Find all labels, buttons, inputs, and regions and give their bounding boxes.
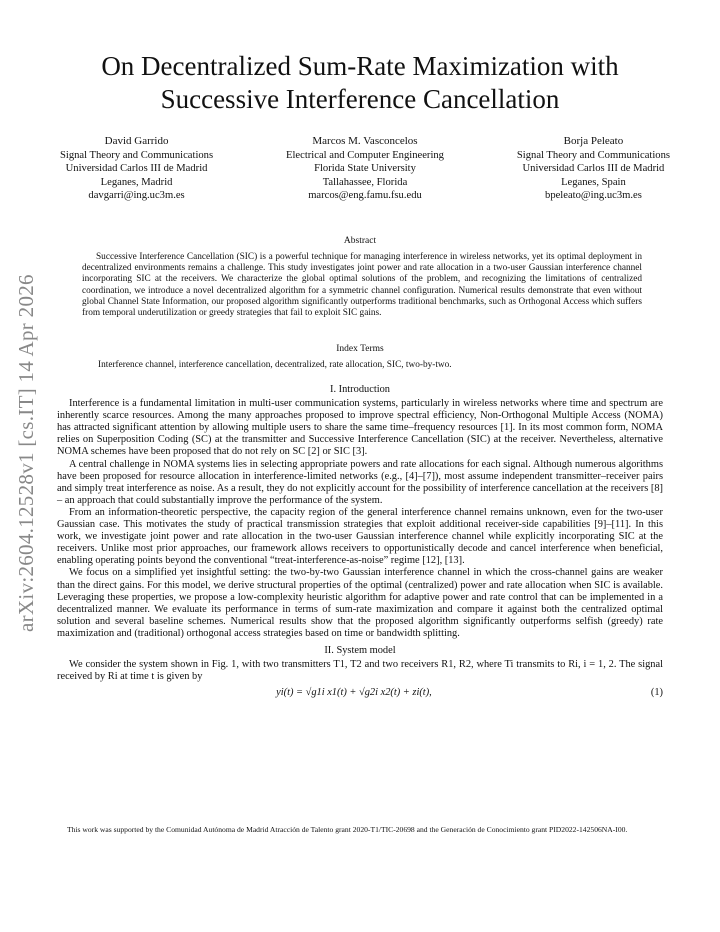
abstract-text: Successive Interference Cancellation (SIC) is a powerful technique for managing interference in wireless networks, yet its optimal deployment in decentralized environments remains a challenge. This study investigates joint power and rate allocation in a two-user Gaussian interference channel incorporating SIC at the receivers. We characterize the global optimal solutions of the problem, and recognizing the limitations of centralized coordination, we introduce a novel decentralized algorithm for a symmetric channel configuration. Numerical results demonstrate that even without global Channel State Information, our proposed algorithm significantly outperforms traditional benchmarks, such as Orthogonal Access which suffers from temporal underutilization or greedy strategies that fail to exploit SIC gains. <box>82 252 642 319</box>
paragraph: We consider the system shown in Fig. 1, with two transmitters T1, T2 and two receivers R1, R2, where Ti transmits to Ri, i = 1, 2. The signal received by Ri at time t is given by <box>57 659 663 683</box>
paragraph: From an information-theoretic perspective, the capacity region of the general interference channel remains unknown, even for the two-user Gaussian case. This motivates the study of practical transmission strategies that exploit additional receiver-side capabilities [9]–[11]. In this work, we investigate joint power and rate allocation in the two-user Gaussian interference channel while explicitly incorporating SIC at the receivers. Unlike most prior approaches, our framework allows receivers to opportunistically decode and cancel interference when beneficial, enabling operating points beyond the conventional “treat-interference-as-noise” regime [12], [13]. <box>57 506 663 567</box>
author-institution: Universidad Carlos III de Madrid <box>65 163 208 175</box>
author-department: Signal Theory and Communications <box>516 150 670 162</box>
author-1 <box>60 135 213 202</box>
equation-body: yi(t) = √g1i x1(t) + √g2i x2(t) + zi(t), <box>276 687 432 699</box>
index-terms-heading: Index Terms <box>336 344 384 354</box>
author-location: Leganes, Spain <box>561 176 626 188</box>
funding-footnote: This work was supported by the Comunidad Autónoma de Madrid Atracción de Talento grant 2020-T1/TIC-20698 and the Generación de Conocimiento grant PID2022-142506NA-I00. <box>67 825 628 834</box>
paragraph: We focus on a simplified yet insightful setting: the two-by-two Gaussian interference channel in which the cross-channel gains are weaker than the direct gains. For this model, we derive structural properties of the optimal (centralized) power and rate allocation when SIC is available. Leveraging these properties, we propose a low-complexity heuristic algorithm for adaptive power and rate control that can be implemented in a decentralized manner. We evaluate its performance in terms of sum-rate maximization and compare it against both the centralized optimal solution and several baseline schemes. Numerical results show that the proposed algorithm significantly outperforms selfish (greedy) rate maximization and (traditional) orthogonal access strategies based on time or bandwidth splitting. <box>57 567 663 639</box>
title-line-1: On Decentralized Sum-Rate Maximization with <box>101 51 619 81</box>
author-name: Marcos M. Vasconcelos <box>312 135 418 147</box>
paper-title <box>0 50 720 116</box>
section-heading-introduction: I. Introduction <box>329 384 391 395</box>
abstract-heading: Abstract <box>343 236 377 246</box>
author-block <box>60 135 670 202</box>
author-location: Leganes, Madrid <box>100 176 173 188</box>
section-heading-system-model: II. System model <box>324 644 396 656</box>
author-name: Borja Peleato <box>563 135 624 147</box>
paragraph: A central challenge in NOMA systems lies in selecting appropriate powers and rate allocations for each signal. Although numerous algorithms have been proposed for resource allocation in interference-limited networks (e.g., [4]–[7]), most assume independent transmitter–receiver pairs and simply treat interference as noise. As a result, they do not explicitly account for the possibility of interference cancellation at the receivers [8] – an approach that could substantially improve the performance of the system. <box>57 458 663 506</box>
author-institution: Universidad Carlos III de Madrid <box>522 163 665 175</box>
author-email[interactable]: davgarri@ing.uc3m.es <box>88 189 185 201</box>
author-3 <box>517 135 670 202</box>
main-body <box>57 384 663 705</box>
author-email[interactable]: marcos@eng.famu.fsu.edu <box>308 189 422 201</box>
author-department: Electrical and Computer Engineering <box>286 150 444 162</box>
author-department: Signal Theory and Communications <box>60 150 214 162</box>
title-line-2: Successive Interference Cancellation <box>160 84 560 114</box>
equation-1 <box>57 687 663 699</box>
index-terms: Interference channel, interference cancellation, decentralized, rate allocation, SIC, two-by-two. <box>98 360 452 370</box>
paragraph: Interference is a fundamental limitation in multi-user communication systems, particularly in wireless networks where time and spectrum are inherently scarce resources. Among the many approaches proposed to improve spectral efficiency, Non-Orthogonal Multiple Access (NOMA) has attracted significant attention by allowing multiple users to share the same time–frequency resources [1]. In its most common form, NOMA relies on Superposition Coding (SC) at the transmitter and Successive Interference Cancellation (SIC) at the receiver. Nevertheless, alternative NOMA schemes have been proposed that do not rely on SC [2] or SIC [3]. <box>57 398 663 458</box>
equation-number: (1) <box>650 687 663 699</box>
author-location: Tallahassee, Florida <box>322 176 408 188</box>
author-name: David Garrido <box>104 135 169 147</box>
arxiv-identifier: arXiv:2604.12528v1 [cs.IT] 14 Apr 2026 <box>14 274 38 632</box>
author-institution: Florida State University <box>314 163 416 175</box>
author-email[interactable]: bpeleato@ing.uc3m.es <box>545 189 642 201</box>
author-2 <box>286 135 444 202</box>
